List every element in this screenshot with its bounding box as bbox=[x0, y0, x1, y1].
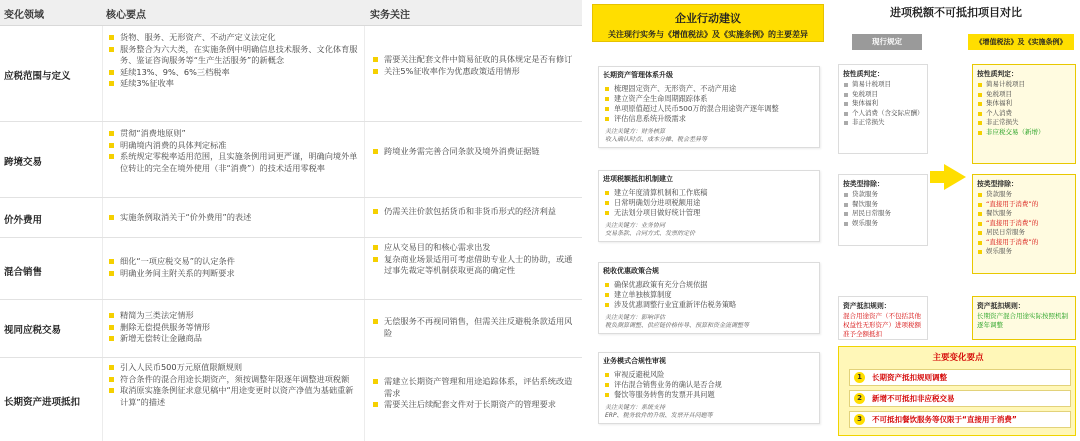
core-points bbox=[106, 256, 358, 279]
new-asset-rule-box bbox=[972, 296, 1076, 340]
table-row bbox=[0, 122, 582, 198]
focus-item: 仍需关注价款包括货币和非货币形式的经济利益 bbox=[370, 206, 578, 218]
box-heading: 按性质判定： bbox=[843, 70, 884, 78]
card-item: 审视反避税风险 bbox=[603, 370, 815, 380]
focus-item: 无偿服务不再视同销售，但需关注反避税条款适用风险 bbox=[370, 316, 578, 339]
focus-item: 需建立长期资产管理和用途追踪体系，评估系统改造需求 bbox=[370, 376, 578, 399]
box-item: 非正常损失 bbox=[977, 118, 1071, 128]
action-card bbox=[598, 170, 820, 242]
non-deductible-comparison-panel bbox=[832, 0, 1080, 441]
main-changes-box bbox=[838, 346, 1076, 436]
card-body bbox=[603, 84, 815, 124]
focus-points bbox=[370, 242, 578, 277]
box-item-highlight: “直接用于消费”的 bbox=[977, 219, 1071, 229]
card-heading: 长期资产管理体系升级 bbox=[603, 71, 673, 79]
change-number: 2 bbox=[854, 393, 865, 404]
box-item: 集体福利 bbox=[843, 99, 923, 109]
card-body bbox=[603, 370, 815, 400]
box-item: 集体福利 bbox=[977, 99, 1071, 109]
arrow-tail bbox=[930, 171, 944, 183]
card-body bbox=[603, 280, 815, 310]
point-item: 引入人民币500万元原值限额规则 bbox=[106, 362, 358, 374]
point-item: 明确业务间主附关系的判断要求 bbox=[106, 268, 358, 280]
change-item bbox=[849, 390, 1071, 407]
core-points bbox=[106, 32, 358, 90]
box-heading: 按性质判定： bbox=[977, 70, 1018, 78]
focus-points bbox=[370, 376, 578, 411]
action-title-box bbox=[592, 4, 824, 42]
new-law-label: 《增值税法》及《实施条例》 bbox=[968, 34, 1074, 50]
box-item: 居民日常服务 bbox=[843, 209, 923, 219]
box-item: 免税项目 bbox=[977, 90, 1071, 100]
core-points bbox=[106, 310, 358, 345]
change-text: 新增不可抵扣非应税交易 bbox=[872, 394, 955, 403]
point-item: 删除无偿提供服务等情形 bbox=[106, 322, 358, 334]
point-item: 明确境内消费的具体判定标准 bbox=[106, 140, 358, 152]
focus-points bbox=[370, 54, 578, 77]
asset-rule-text: 长期资产混合用途实际按照机制逐年调整 bbox=[977, 312, 1068, 329]
card-item: 梳理固定资产、无形资产、不动产用途 bbox=[603, 84, 815, 94]
box-item: 贷款服务 bbox=[843, 190, 923, 200]
box-item: 居民日常服务 bbox=[977, 228, 1071, 238]
current-by-purpose-box bbox=[838, 64, 928, 154]
comparison-title: 进项税额不可抵扣项目对比 bbox=[890, 6, 1022, 19]
box-item: 简易计税项目 bbox=[977, 80, 1071, 90]
box-item-highlight: “直接用于消费”的 bbox=[977, 200, 1071, 210]
box-item: 娱乐服务 bbox=[977, 247, 1071, 257]
action-card bbox=[598, 262, 820, 334]
card-note: 关注关键方：影响评估 税负测算调整、供应链价格传导、预算和资金流调整等 bbox=[605, 314, 750, 329]
card-heading: 业务模式合规性审视 bbox=[603, 357, 666, 365]
card-heading: 进项税额抵扣机制建立 bbox=[603, 175, 673, 183]
focus-item: 需要关注配套文件中简易征收的具体规定是否有修订 bbox=[370, 54, 578, 66]
point-item: 符合条件的混合用途长期资产，须按调整年限逐年调整进项税额 bbox=[106, 374, 358, 386]
card-note: 关注关键方：业务协同 交易条款、合同方式、发票的定价 bbox=[605, 222, 696, 237]
card-item: 建立单独核算制度 bbox=[603, 290, 815, 300]
card-item: 建立资产全生命周期跟踪体系 bbox=[603, 94, 815, 104]
new-by-type-box bbox=[972, 174, 1076, 274]
current-by-type-box bbox=[838, 174, 928, 246]
box-item: 个人消费 bbox=[977, 109, 1071, 119]
point-item: 细化“一项应税交易”的认定条件 bbox=[106, 256, 358, 268]
table-row bbox=[0, 238, 582, 300]
point-item: 货物、服务、无形资产、不动产定义法定化 bbox=[106, 32, 358, 44]
row-name: 视同应税交易 bbox=[4, 325, 62, 336]
current-rules-label: 现行规定 bbox=[852, 34, 922, 50]
change-item bbox=[849, 411, 1071, 428]
box-item: 非正常损失 bbox=[843, 118, 923, 128]
table-header bbox=[0, 0, 582, 26]
focus-item: 需要关注后续配套文件对于长期资产的管理要求 bbox=[370, 399, 578, 411]
change-number: 1 bbox=[854, 372, 865, 383]
action-suggestions-panel bbox=[588, 0, 830, 441]
card-heading: 税收优惠政策合规 bbox=[603, 267, 659, 275]
card-item: 单项原值超过人民币500万的混合用途资产逐年调整 bbox=[603, 104, 815, 114]
point-item: 系统规定零税率适用范围，且实施条例用词更严谨，明确向境外单位转让的完全在境外使用（非“消费”）的技术适用零税率 bbox=[106, 151, 358, 174]
card-item: 评估信息系统升级需求 bbox=[603, 114, 815, 124]
box-item: 餐饮服务 bbox=[843, 200, 923, 210]
row-name: 应税范围与定义 bbox=[4, 71, 71, 82]
card-item: 建立年度清算机制和工作底稿 bbox=[603, 188, 815, 198]
new-item-badge: 非应税交易（新增） bbox=[977, 128, 1071, 138]
right-arrow-icon bbox=[944, 164, 966, 190]
focus-item: 关注5%征收率作为优惠政策适用情形 bbox=[370, 66, 578, 78]
card-item: 无法划分项目做好统计管理 bbox=[603, 208, 815, 218]
change-text: 不可抵扣餐饮服务等仅限于“直接用于消费” bbox=[872, 415, 1017, 424]
change-item bbox=[849, 369, 1071, 386]
card-item: 涉及优惠调整行业宜重新评估税务策略 bbox=[603, 300, 815, 310]
core-points bbox=[106, 212, 358, 224]
focus-points bbox=[370, 206, 578, 218]
table-row bbox=[0, 198, 582, 238]
point-item: 延续13%、9%、6%三档税率 bbox=[106, 67, 358, 79]
action-subtitle: 关注现行实务与《增值税法》及《实施条例》的主要差异 bbox=[608, 30, 808, 39]
focus-item: 应从交易目的和核心需求出发 bbox=[370, 242, 578, 254]
box-item: 简易计税项目 bbox=[843, 80, 923, 90]
box-item: 贷款服务 bbox=[977, 190, 1071, 200]
table-row bbox=[0, 300, 582, 358]
card-note: 关注关键方：财务核算 收入确认时点、成本分摊、税会差异等 bbox=[605, 128, 708, 143]
point-item: 精简为三类法定情形 bbox=[106, 310, 358, 322]
point-item: 贯彻“消费地原则” bbox=[106, 128, 358, 140]
focus-points bbox=[370, 316, 578, 339]
card-item: 日常明确划分进项税额用途 bbox=[603, 198, 815, 208]
point-item: 实施条例取消关于“价外费用”的表述 bbox=[106, 212, 358, 224]
box-heading: 按类型排除： bbox=[843, 180, 884, 188]
box-heading: 按类型排除： bbox=[977, 180, 1018, 188]
point-item: 服务整合为六大类，在实施条例中明确信息技术服务、文化体育服务、鉴证咨询服务等“生产生活服务”的新概念 bbox=[106, 44, 358, 67]
card-note: 关注关键方：系统支持 ERP、税务软件的升级、发票开具问题等 bbox=[605, 404, 713, 419]
table-row bbox=[0, 26, 582, 122]
new-by-purpose-box bbox=[972, 64, 1076, 164]
row-name: 长期资产进项抵扣 bbox=[4, 397, 81, 408]
box-item: 免税项目 bbox=[843, 90, 923, 100]
focus-item: 跨境业务需完善合同条款及境外消费证据链 bbox=[370, 146, 578, 158]
point-item: 取消原实施条例征求意见稿中“用途变更时以资产净值为基础重新计算”的描述 bbox=[106, 385, 358, 408]
change-text: 长期资产抵扣规则调整 bbox=[872, 373, 947, 382]
box-item: 个人消费（含交际应酬） bbox=[843, 109, 923, 119]
row-name: 跨境交易 bbox=[4, 157, 43, 168]
changes-title: 主要变化要点 bbox=[932, 353, 984, 363]
card-item: 确保优惠政策有充分合规依据 bbox=[603, 280, 815, 290]
header-focus: 实务关注 bbox=[370, 10, 410, 21]
core-points bbox=[106, 128, 358, 174]
row-name: 价外费用 bbox=[4, 215, 43, 226]
card-body bbox=[603, 188, 815, 218]
box-heading: 资产抵扣规则： bbox=[843, 302, 891, 310]
action-card bbox=[598, 352, 820, 424]
box-item: 餐饮服务 bbox=[977, 209, 1071, 219]
box-heading: 资产抵扣规则： bbox=[977, 302, 1025, 310]
current-asset-rule-box bbox=[838, 296, 928, 340]
point-item: 新增无偿转让金融商品 bbox=[106, 333, 358, 345]
card-item: 评估混合销售业务的确认是否合规 bbox=[603, 380, 815, 390]
change-number: 3 bbox=[854, 414, 865, 425]
table-row bbox=[0, 358, 582, 441]
action-card bbox=[598, 66, 820, 148]
header-points: 核心要点 bbox=[106, 10, 146, 21]
core-points bbox=[106, 362, 358, 408]
point-item: 延续3%征收率 bbox=[106, 78, 358, 90]
focus-item: 复杂商业场景适用可考虑借助专业人士的协助，或通过事先裁定等机制获取更高的确定性 bbox=[370, 254, 578, 277]
header-area: 变化领域 bbox=[4, 10, 44, 21]
box-item-highlight: “直接用于消费”的 bbox=[977, 238, 1071, 248]
focus-points bbox=[370, 146, 578, 158]
asset-rule-text: 混合用途资产（不包括其他权益性无形资产）进项税额准予全额抵扣 bbox=[843, 312, 921, 338]
card-item: 餐饮等服务转售的发票开具问题 bbox=[603, 390, 815, 400]
action-title: 企业行动建议 bbox=[675, 12, 741, 25]
row-name: 混合销售 bbox=[4, 267, 43, 278]
box-item: 娱乐服务 bbox=[843, 219, 923, 229]
